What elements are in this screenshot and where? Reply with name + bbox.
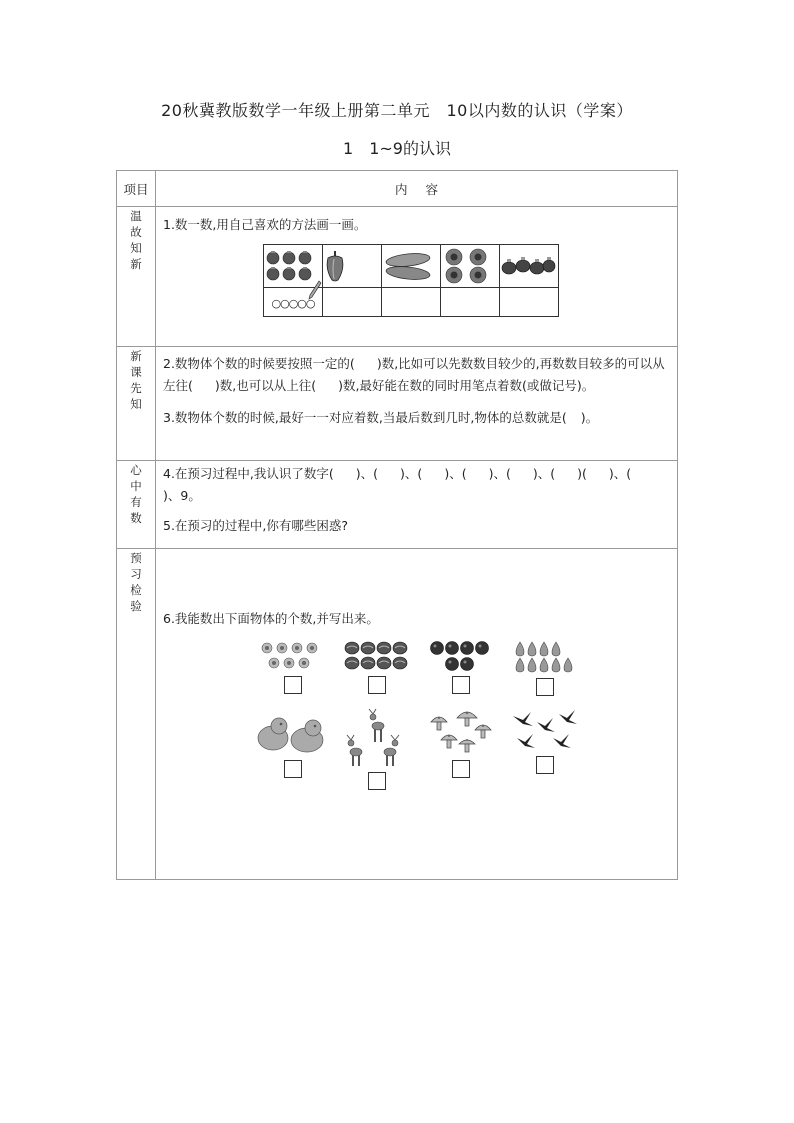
circles-answer-cell — [264, 288, 323, 317]
header-content: 内容 — [156, 171, 678, 207]
sunflower-cell — [441, 245, 500, 288]
answer-box-pear[interactable] — [536, 678, 554, 696]
eggplant-icon — [500, 254, 556, 278]
pear-icon — [511, 640, 579, 674]
cabbage-icon — [343, 640, 411, 672]
group-apple — [419, 640, 503, 696]
swallow-icon — [509, 708, 581, 752]
page-subtitle: 1 1~9的认识 — [343, 139, 451, 158]
answer-box-hippo[interactable] — [284, 760, 302, 778]
question-5: 5.在预习的过程中,你有哪些困惑? — [163, 518, 349, 533]
question-6: 6.我能数出下面物体的个数,并写出来。 — [163, 611, 379, 626]
picture-row-1 — [251, 640, 676, 696]
pencil-icon — [308, 280, 322, 302]
answer-box-cabbage[interactable] — [368, 676, 386, 694]
cucumber-cell — [382, 245, 441, 288]
pepper-cell — [323, 245, 382, 288]
hippo-icon — [255, 708, 331, 756]
worksheet-table — [116, 170, 678, 880]
apple-icon — [427, 640, 495, 672]
flower-icon — [259, 640, 327, 672]
group-pear — [503, 640, 587, 696]
answer-box-deer[interactable] — [368, 772, 386, 790]
picture-row-2 — [251, 708, 676, 790]
section-check — [156, 549, 678, 880]
section-label-review: 温故知新 — [117, 207, 156, 347]
cucumber-icon — [382, 248, 434, 284]
page-title: 20秋冀教版数学一年级上册第二单元 10以内数的认识（学案） — [161, 101, 633, 120]
group-deer — [335, 708, 419, 790]
answer-box-swallow[interactable] — [536, 756, 554, 774]
mushroom-icon — [427, 708, 495, 756]
question-3: 3.数物体个数的时候,最好一一对应着数,当最后数到几时,物体的总数就是( )。 — [163, 410, 599, 425]
circles-example: ○○○○○ — [271, 296, 315, 310]
group-flower — [251, 640, 335, 696]
answer-box-flower[interactable] — [284, 676, 302, 694]
section-preview — [156, 347, 678, 461]
eggplant-cell — [500, 245, 559, 288]
section-understanding — [156, 461, 678, 549]
pepper-icon — [323, 249, 347, 283]
header-item: 项目 — [117, 171, 156, 207]
question-4: 4.在预习过程中,我认识了数字( )、( )、( )、( )、( )、( )( )、()、9。 — [163, 466, 632, 503]
group-cabbage — [335, 640, 419, 696]
deer-icon — [343, 708, 411, 768]
group-hippo — [251, 708, 335, 790]
section-review — [156, 207, 678, 347]
counting-table — [263, 244, 559, 317]
answer-cell-eggplant[interactable] — [500, 288, 559, 317]
group-swallow — [503, 708, 587, 790]
answer-box-apple[interactable] — [452, 676, 470, 694]
answer-cell-sunflower[interactable] — [441, 288, 500, 317]
question-1: 1.数一数,用自己喜欢的方法画一画。 — [163, 217, 367, 232]
section-label-check: 预习检验 — [117, 549, 156, 880]
answer-cell-pepper[interactable] — [323, 288, 382, 317]
question-2: 2.数物体个数的时候要按照一定的( )数,比如可以先数数目较少的,再数数目较多的可以从左往( )数,也可以从上往( )数,最好能在数的同时用笔点着数(或做记号)。 — [163, 356, 665, 393]
answer-cell-cucumber[interactable] — [382, 288, 441, 317]
section-label-understanding: 心中有数 — [117, 461, 156, 549]
group-mushroom — [419, 708, 503, 790]
section-label-preview: 新课先知 — [117, 347, 156, 461]
sunflower-icon — [441, 247, 491, 285]
answer-box-mushroom[interactable] — [452, 760, 470, 778]
tomato-icon — [264, 248, 318, 284]
